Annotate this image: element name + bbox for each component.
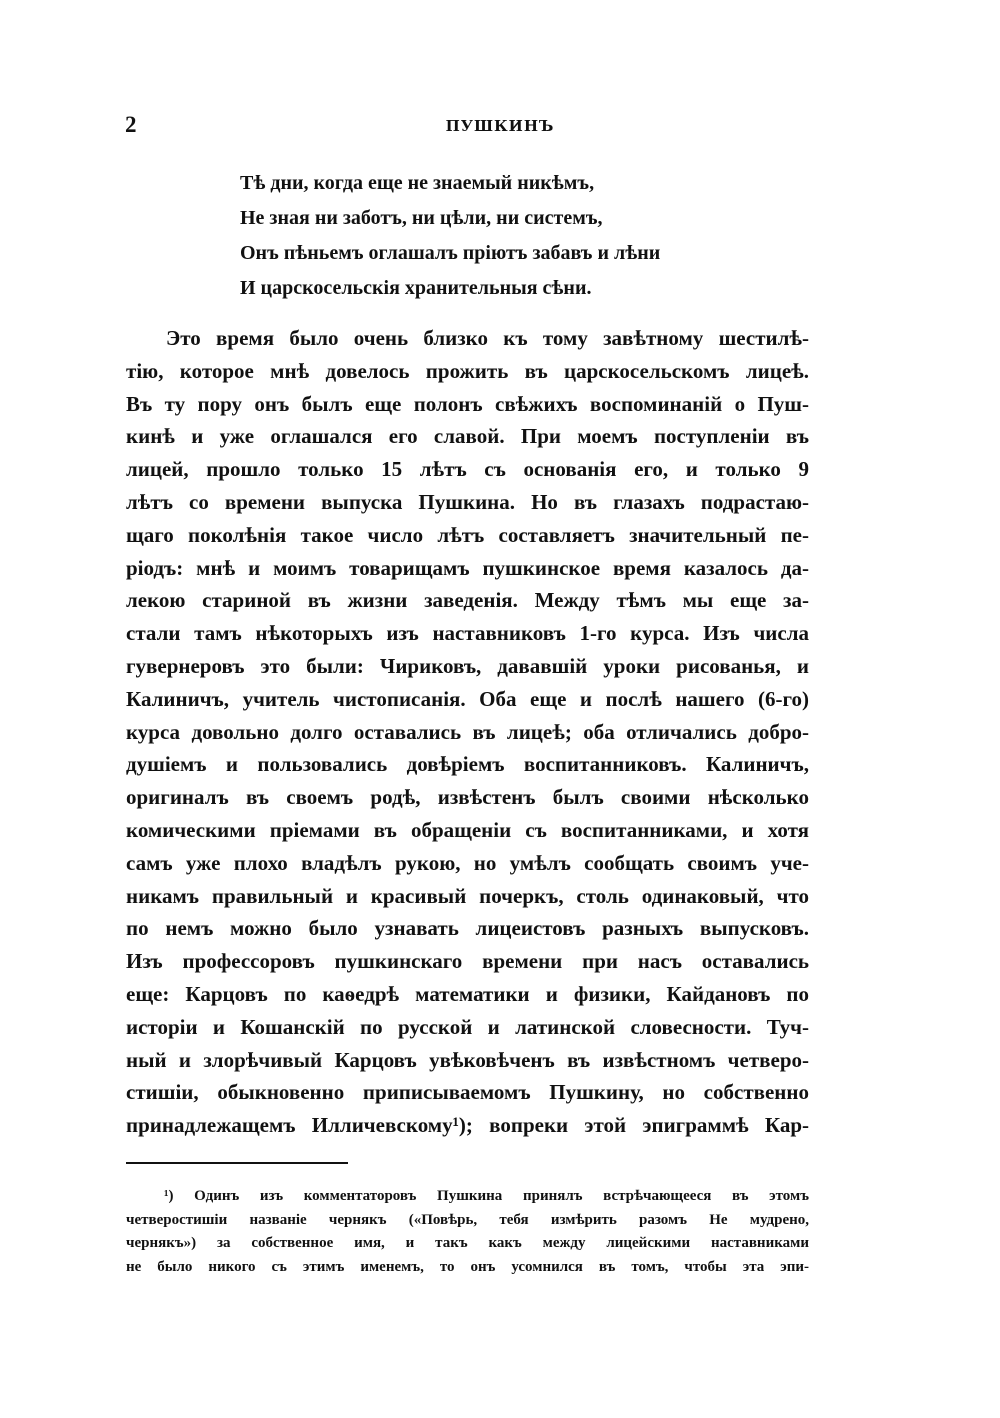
body-line: еще: Карцовъ по каѳедрѣ математики и физики, Кайдановъ по [126,981,809,1006]
body-line: самъ уже плохо владѣлъ рукою, но умѣлъ сообщать своимъ уче- [126,850,809,875]
body-line: щаго поколѣнія такое число лѣтъ составляетъ значительный пе- [126,522,809,547]
body-line: Это время было очень близко къ тому завѣтному шестилѣ- [166,326,809,350]
body-line: никамъ правильный и красивый почеркъ, столь одинаковый, что [126,883,809,908]
page-number: 2 [125,112,137,137]
footnote-line: ¹) Одинъ изъ комментаторовъ Пушкина принялъ встрѣчающееся въ этомъ [164,1188,809,1204]
footnote-divider [126,1162,348,1164]
body-line: Въ ту пору онъ былъ еще полонъ свѣжихъ воспоминаній о Пуш- [126,391,809,416]
footnote-line: чернякъ») за собственное имя, и такъ какъ между лицейскими наставниками [126,1235,809,1251]
body-line: Калиничъ, учитель чистописанія. Оба еще и послѣ нашего (6-го) [126,686,809,711]
body-line: тію, которое мнѣ довелось прожить въ царскосельскомъ лицеѣ. [126,358,809,383]
verse-line: Не зная ни заботъ, ни цѣли, ни системъ, [240,207,603,229]
body-line: ный и злорѣчивый Карцовъ увѣковѣченъ въ извѣстномъ четверо- [126,1047,809,1072]
body-line: курса довольно долго оставались въ лицеѣ; оба отличались добро- [126,719,809,744]
verse-line: Онъ пѣньемъ оглашалъ пріютъ забавъ и лѣни [240,242,661,264]
body-line: кинѣ и уже оглашался его славой. При моемъ поступленіи въ [126,424,809,449]
body-line: гувернеровъ это были: Чириковъ, дававшій уроки рисованья, и [126,653,809,678]
body-line: стали тамъ нѣкоторыхъ изъ наставниковъ 1-го курса. Изъ числа [126,621,809,646]
body-line: лекою стариной въ жизни заведенія. Между тѣмъ мы еще за- [126,588,809,613]
verse-line: Тѣ дни, когда еще не знаемый никѣмъ, [240,172,595,194]
body-line: принадлежащемъ Илличевскому¹); вопреки этой эпиграммѣ Кар- [126,1113,809,1138]
body-line: оригиналъ въ своемъ родѣ, извѣстенъ былъ своими нѣсколько [126,785,809,810]
body-line: комическими пріемами въ обращеніи съ воспитанниками, и хотя [126,817,809,842]
running-title: ПУШКИНЪ [445,117,555,135]
body-line: лицей, прошло только 15 лѣтъ съ основанія его, и только 9 [126,457,809,482]
verse-block [240,166,860,306]
body-line: по немъ можно было узнавать лицеистовъ разныхъ выпусковъ. [126,916,809,941]
verse-line: И царскосельскія хранительныя сѣни. [240,277,592,299]
body-line: исторіи и Кошанскій по русской и латинской словесности. Туч- [126,1014,809,1039]
body-line: Изъ профессоровъ пушкинскаго времени при насъ оставались [126,949,809,974]
body-line: душіемъ и пользовались довѣріемъ воспитанниковъ. Калиничъ, [126,752,809,777]
footnote-line: четверостишіи названіе чернякъ («Повѣрь, тебя измѣрить разомъ Не мудрено, [126,1211,809,1228]
body-text [126,322,809,1142]
body-line: лѣтъ со времени выпуска Пушкина. Но въ глазахъ подрастаю- [126,489,809,514]
footnote-block [126,1185,809,1279]
body-line: стишіи, обыкновенно приписываемомъ Пушкину, но собственно [126,1080,809,1105]
footnote-line: не было никого съ этимъ именемъ, то онъ усомнился въ томъ, чтобы эта эпи- [126,1258,809,1275]
body-line: ріодъ: мнѣ и моимъ товарищамъ пушкинское время казалось да- [126,555,809,580]
